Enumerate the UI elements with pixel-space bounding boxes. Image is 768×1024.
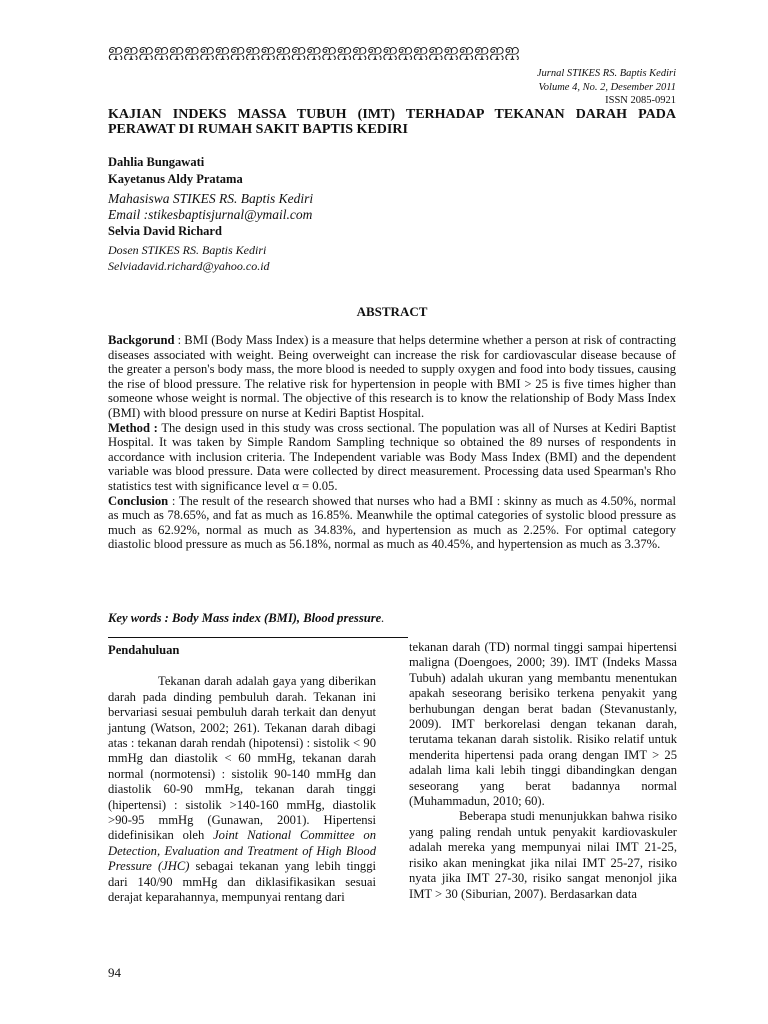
- italic-term: Joint National Committee on Detection, Evaluation and Treatment of High Blood Pressure (JHC): [108, 828, 376, 874]
- header-ornament: ஐஐஐஐஐஐஐஐஐஐஐஐஐஐஐஐஐஐஐஐஐஐஐஐஐஐஐ: [108, 40, 520, 60]
- journal-volume: Volume 4, No. 2, Desember 2011: [538, 81, 676, 93]
- paragraph-text: sebagai tekanan yang lebih tinggi dari 140/90 mmHg dan diklasifikasikan sesuai derajat keparahannya, mempunyai rentang dari: [108, 859, 376, 905]
- body-paragraph: tekanan darah (TD) normal tinggi sampai hipertensi maligna (Doengoes, 2000; 39). IMT (Indeks Massa Tubuh) adalah ukuran yang membantu menentukan apakah seseorang berisiko terkena penyakit yang berhubungan dengan berat badan (Stevanustanly, 2009). IMT berkorelasi dengan tekanan darah, terutama tekanan darah sistolik. Risiko relatif untuk menderita hipertensi pada orang dengan IMT > 25 adalah lima kali lebih tinggi dibandingkan dengan seseorang yang berat badannya normal (Muhammadun, 2010; 60).: [409, 640, 677, 809]
- left-column: [108, 640, 376, 906]
- section-heading: Pendahuluan: [108, 643, 180, 657]
- author-name: Dahlia Bungawati: [108, 155, 205, 169]
- background-text: : BMI (Body Mass Index) is a measure that helps determine whether a person at risk of contracting diseases associated with weight. Being overweight can increase the risk for cardiovascular disease because of the greater a person's body mass, the more blood is needed to supply oxygen and food into body tissues, causing the rise of blood pressure. The relative risk for hypertension in people with BMI > 25 is five times higher than someone whose weight is normal. The objective of this research is to know the relationship of Body Mass Index (BMI) with blood pressure on nurse at Kediri Baptist Hospital.: [108, 333, 677, 420]
- body-paragraph: [108, 674, 376, 905]
- abstract-heading: ABSTRACT: [356, 304, 428, 319]
- journal-issn: ISSN 2085-0921: [605, 95, 676, 106]
- section-divider: [108, 637, 408, 638]
- right-column: [409, 640, 677, 902]
- article-title: KAJIAN INDEKS MASSA TUBUH (IMT) TERHADAP TEKANAN DARAH PADA PERAWAT DI RUMAH SAKIT BAPTIS KEDIRI: [108, 107, 676, 137]
- author-email: Email :stikesbaptisjurnal@ymail.com: [108, 207, 313, 222]
- background-label: Backgorund: [108, 333, 175, 347]
- author-affiliation: Mahasiswa STIKES RS. Baptis Kediri: [108, 191, 314, 206]
- author-name: Selvia David Richard: [108, 224, 222, 238]
- keywords: [108, 611, 676, 626]
- abstract-body: [108, 333, 676, 552]
- abstract-method: [108, 421, 676, 494]
- conclusion-text: : The result of the research showed that nurses who had a BMI : skinny as much as 4.50%, normal as much as 78.65%, and fat as much as 16.85%. Meanwhile the optimal categories of systolic blood pressure as much as 62.92%, normal as much as 34.83%, and hypertension as much as 2.25%. For optimal category diastolic blood pressure as much as 56.18%, normal as much as 40.45%, and hypertension as much as 3.37%.: [108, 493, 676, 552]
- method-text: The design used in this study was cross sectional. The population was all of Nurses at Kediri Baptist Hospital. It was taken by Simple Random Sampling technique so obtained the 89 nurses of respondents in accordance with inclusion criteria. The Independent variable was Body Mass Index (BMI) and the dependent variable was blood pressure. Data were collected by direct measurement. Processing data used Spearman's Rho statistics test with significance level α = 0.05.: [108, 420, 676, 493]
- author-block: [108, 154, 668, 274]
- page-number: 94: [108, 965, 121, 980]
- body-paragraph: Beberapa studi menunjukkan bahwa risiko yang paling rendah untuk penyakit kardiovaskuler adalah mereka yang mempunyai nilai IMT 21-25, risiko akan meningkat jika nilai IMT 25-27, risiko nyata jika IMT 27-30, risiko sangat menonjol jika IMT > 30 (Siburian, 2007). Berdasarkan data: [409, 809, 677, 901]
- method-label: Method :: [108, 420, 158, 435]
- author-name: Kayetanus Aldy Pratama: [108, 172, 243, 186]
- keywords-period: .: [381, 611, 385, 625]
- journal-name: Jurnal STIKES RS. Baptis Kediri: [536, 68, 676, 79]
- conclusion-label: Conclusion: [108, 493, 169, 508]
- author-email: Selviadavid.richard@yahoo.co.id: [108, 259, 270, 273]
- keywords-text: Key words : Body Mass index (BMI), Blood pressure: [108, 611, 382, 625]
- abstract-conclusion: [108, 494, 676, 552]
- journal-info: [537, 67, 676, 108]
- paragraph-text: Tekanan darah adalah gaya yang diberikan darah pada dinding pembuluh darah. Tekanan ini bervariasi sesuai pembuluh darah terkait dan denyut jantung (Watson, 2002; 261). Tekanan darah dibagi atas : tekanan darah rendah (hipotensi) : sistolik < 90 mmHg dan diastolik < 60 mmHg, tekanan darah normal (normotensi) : sistolik 90-140 mmHg dan diastolik 60-90 mmHg, tekanan darah tinggi (hipertensi) : sistolik >140-160 mmHg, diastolik >90-95 mmHg (Gunawan, 2001). Hipertensi didefinisikan oleh: [108, 674, 376, 843]
- abstract-background: [108, 333, 676, 421]
- author-affiliation: Dosen STIKES RS. Baptis Kediri: [108, 243, 267, 257]
